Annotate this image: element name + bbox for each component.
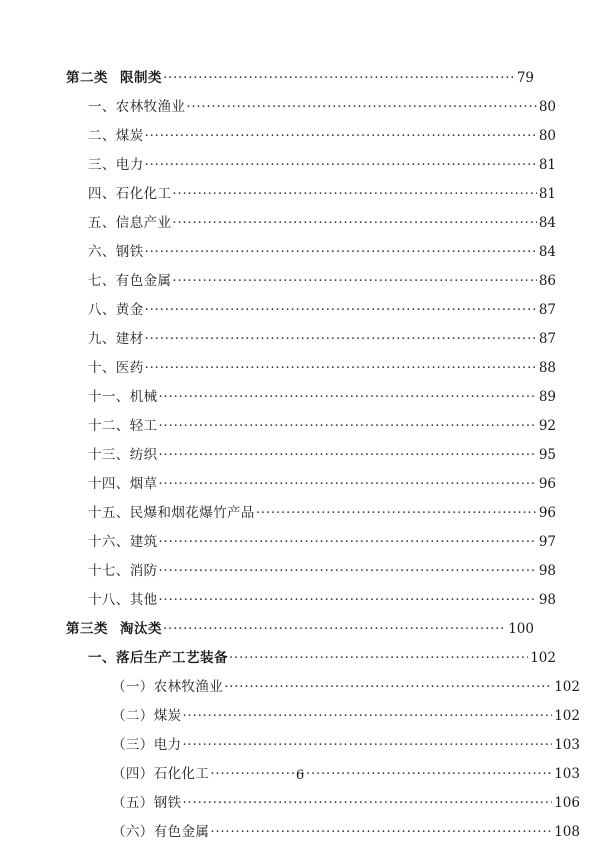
toc-entry[interactable]	[66, 327, 556, 356]
toc-entry[interactable]	[66, 66, 534, 95]
toc-dot-leader	[145, 327, 537, 343]
toc-entry-page-number: 103	[554, 766, 580, 782]
toc-entry-label: 十一、机械	[88, 389, 158, 405]
toc-entry-label: 第二类	[66, 70, 108, 86]
toc-entry-page-number: 88	[538, 360, 556, 376]
toc-entry-label: （三）电力	[112, 737, 182, 753]
toc-entry-page-number: 96	[538, 476, 556, 492]
toc-entry-label-secondary: 限制类	[120, 70, 162, 86]
toc-entry-page-number: 80	[538, 99, 556, 115]
toc-entry-page-number: 102	[554, 708, 580, 724]
toc-dot-leader	[172, 269, 536, 285]
toc-entry-label: （四）石化化工	[112, 766, 210, 782]
toc-entry-page-number: 97	[538, 534, 556, 550]
toc-entry-page-number: 106	[554, 795, 580, 811]
page-folio-number: 6	[295, 768, 305, 783]
toc-dot-leader	[159, 443, 537, 459]
toc-entry[interactable]	[66, 704, 580, 733]
toc-entry-label: （六）有色金属	[112, 824, 210, 840]
toc-entry[interactable]	[66, 211, 556, 240]
toc-entry-page-number: 102	[530, 650, 556, 666]
toc-entry-label: 一、农林牧渔业	[88, 99, 186, 115]
toc-dot-leader	[186, 95, 537, 111]
toc-entry[interactable]	[66, 588, 556, 617]
toc-entry-page-number: 95	[538, 447, 556, 463]
toc-entry-page-number: 100	[508, 621, 534, 637]
toc-entry[interactable]	[66, 675, 580, 704]
toc-entry[interactable]	[66, 733, 580, 762]
toc-dot-leader	[183, 791, 553, 807]
toc-entry[interactable]	[66, 240, 556, 269]
toc-entry-label: 七、有色金属	[88, 273, 172, 289]
toc-entry-label: 第三类	[66, 621, 108, 637]
toc-entry-label: 一、落后生产工艺装备	[88, 650, 228, 666]
toc-entry[interactable]	[66, 617, 534, 646]
toc-entry[interactable]	[66, 791, 580, 820]
toc-entry-label: 十二、轻工	[88, 418, 158, 434]
toc-entry-page-number: 96	[538, 505, 556, 521]
toc-entry-label: 九、建材	[88, 331, 144, 347]
toc-dot-leader	[172, 211, 536, 227]
toc-entry-page-number: 98	[538, 592, 556, 608]
toc-entry[interactable]	[66, 356, 556, 385]
toc-dot-leader	[159, 559, 537, 575]
toc-dot-leader	[210, 820, 552, 836]
toc-entry-label: （二）煤炭	[112, 708, 182, 724]
toc-dot-leader	[183, 733, 553, 749]
toc-entry-page-number: 81	[538, 186, 556, 202]
toc-entry[interactable]	[66, 385, 556, 414]
toc-entry[interactable]	[66, 443, 556, 472]
toc-entry[interactable]	[66, 124, 556, 153]
toc-entry-label: 十、医药	[88, 360, 144, 376]
toc-entry[interactable]	[66, 269, 556, 298]
toc-dot-leader	[256, 501, 537, 517]
toc-entry-page-number: 89	[538, 389, 556, 405]
toc-dot-leader	[159, 414, 537, 430]
toc-entry-label: 三、电力	[88, 157, 144, 173]
toc-entry-label: 十八、其他	[88, 592, 158, 608]
toc-entry[interactable]	[66, 646, 556, 675]
toc-entry-label: 五、信息产业	[88, 215, 172, 231]
table-of-contents	[66, 66, 580, 849]
toc-entry-page-number: 79	[516, 70, 534, 86]
toc-entry-label: 十四、烟草	[88, 476, 158, 492]
toc-entry-label: 二、煤炭	[88, 128, 144, 144]
toc-entry-page-number: 98	[538, 563, 556, 579]
toc-entry[interactable]	[66, 95, 556, 124]
toc-entry-page-number: 84	[538, 215, 556, 231]
toc-entry-label: 十六、建筑	[88, 534, 158, 550]
toc-entry-label: 四、石化化工	[88, 186, 172, 202]
toc-dot-leader	[159, 472, 537, 488]
toc-dot-leader	[145, 298, 537, 314]
toc-dot-leader	[159, 530, 537, 546]
toc-dot-leader	[145, 240, 537, 256]
toc-entry-page-number: 102	[554, 679, 580, 695]
toc-dot-leader	[163, 66, 515, 82]
toc-entry-page-number: 87	[538, 302, 556, 318]
toc-dot-leader	[163, 617, 506, 633]
toc-entry-page-number: 103	[554, 737, 580, 753]
toc-entry-page-number: 92	[538, 418, 556, 434]
toc-entry-label: 十三、纺织	[88, 447, 158, 463]
toc-entry-page-number: 80	[538, 128, 556, 144]
toc-entry-label: 十七、消防	[88, 563, 158, 579]
toc-entry-label-secondary: 淘汰类	[120, 621, 162, 637]
toc-entry[interactable]	[66, 559, 556, 588]
toc-entry-page-number: 84	[538, 244, 556, 260]
toc-entry-label: （五）钢铁	[112, 795, 182, 811]
toc-dot-leader	[224, 675, 552, 691]
toc-entry-label: 八、黄金	[88, 302, 144, 318]
toc-dot-leader	[229, 646, 528, 662]
toc-dot-leader	[159, 385, 537, 401]
toc-entry-page-number: 87	[538, 331, 556, 347]
toc-entry-page-number: 86	[538, 273, 556, 289]
toc-dot-leader	[172, 182, 536, 198]
toc-dot-leader	[159, 588, 537, 604]
toc-entry-label: 六、钢铁	[88, 244, 144, 260]
toc-entry[interactable]	[66, 820, 580, 849]
toc-entry[interactable]	[66, 298, 556, 327]
toc-entry-label: 十五、民爆和烟花爆竹产品	[88, 505, 255, 521]
toc-entry[interactable]	[66, 472, 556, 501]
toc-entry-page-number: 81	[538, 157, 556, 173]
toc-entry[interactable]	[66, 182, 556, 211]
toc-dot-leader	[145, 153, 537, 169]
toc-entry[interactable]	[66, 414, 556, 443]
toc-entry[interactable]	[66, 153, 556, 182]
toc-entry[interactable]	[66, 530, 556, 559]
toc-entry-label: （一）农林牧渔业	[112, 679, 224, 695]
toc-dot-leader	[145, 356, 537, 372]
toc-entry-page-number: 108	[554, 824, 580, 840]
toc-entry[interactable]	[66, 501, 556, 530]
toc-dot-leader	[145, 124, 537, 140]
toc-dot-leader	[183, 704, 553, 720]
